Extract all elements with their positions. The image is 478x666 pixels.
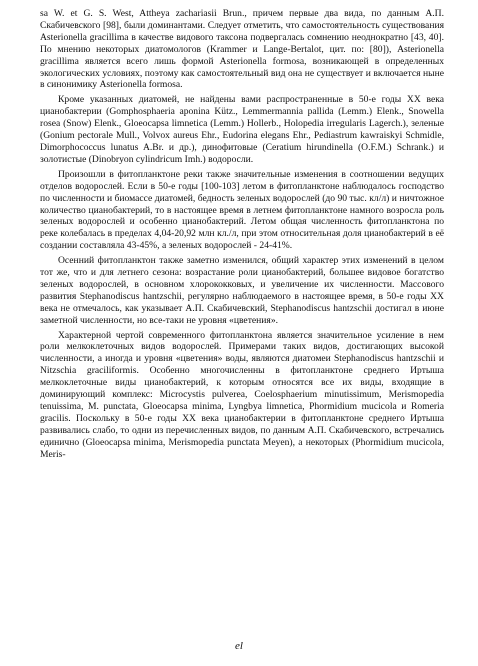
- paragraph-4: Осенний фитопланктон также заметно изменился, общий характер этих изменений в целом тот же, что и для летнего сезона: возрастание роли цианобактерий, большее видовое богатство зеленых водорослей, в основном хлорококковых, и увеличение их численности. Массового развития Stephanodiscus hantzschii, регулярно наблюдаемого в настоящее время, в 50-е годы XX века не отмечалось, как указывает А.П. Скабичевский, Stephanodiscus hantzschii достигал в июне заметной численности, но все-таки не уровня «цветения».: [40, 255, 444, 326]
- paragraph-3: Произошли в фитопланктоне реки также значительные изменения в соотношении ведущих отделов водорослей. Если в 50-е годы [100-103] летом в фитопланктоне наблюдалось господство по численности и биомассе диатомей, бедность зеленых водорослей (до 90 тыс. кл/л) и ничтожное количество цианобактерий, то в настоящее время в летнем фитопланктоне намного возросла роль зеленых водорослей и особенно цианобактерий. Летом общая численность фитопланктона по реке колебалась в пределах 4,04-20,92 млн кл./л, при этом относительная доля цианобактерий в её создании составляла 43-45%, а зеленых водорослей - 24-41%.: [40, 168, 444, 252]
- body-text: [40, 8, 444, 464]
- page-folio: el: [235, 640, 243, 652]
- paragraph-1: sa W. et G. S. West, Attheya zachariasii Brun., причем первые два вида, по данным А.П. Скабичевского [98], были доминантами. Следует отметить, что самостоятельность существования Asterionella gracillima в качестве видового таксона подвергалась сомнению неоднократно [43, 40]. По мнению некоторых диатомологов (Krammer и Lange-Bertalot, цит. по: [80]), Asterionella gracillima является всего лишь формой Asterionella formosa, возникающей в определенных экологических условиях, поэтому как самостоятельный вид она не существует и включается ныне в синонимику Asterionella formosa.: [40, 8, 444, 91]
- paragraph-5: Характерной чертой современного фитопланктона является значительное усиление в нем роли мелкоклеточных видов водорослей. Примерами таких видов, достигающих высокой численности, а иногда и уровня «цветения» воды, являются диатомеи Stephanodiscus hantzschii и Nitzschia graciliformis. Особенно многочисленны в фитопланктоне среднего Иртыша мелкоклеточные виды цианобактерий, к которым относятся все их виды, входящие в доминирующий комплекс: Microcystis pulverea, Coelosphaerium minutissimum, Merismopedia tenuissima, M. punctata, Gloeocapsa minima, Lyngbya limnetica, Phormidium mucicola и Romeria gracilis. Поскольку в 50-е годы XX века цианобактерии в фитопланктоне среднего Иртыша развивались слабо, то одни из перечисленных видов, по данным А.П. Скабичевского, встречались единично (Gloeocapsa minima, Merismopedia punctata Meyen), а некоторых (Phormidium mucicola, Meris-: [40, 329, 444, 460]
- paragraph-2: Кроме указанных диатомей, не найдены вами распространенные в 50-е годы XX века цианобактерии (Gomphosphaeria aponina Kütz., Lemmermannia pallida (Lemm.) Elenk., Snowella rosea (Snow) Elenk., Gloeocapsa limnetica (Lemm.) Hollerb., Holopedia irregularis Lagerch.), зеленые (Gonium pectorale Mull., Volvox aureus Ehr., Eudorina elegans Ehr., Pediastrum kawraiskyi Schmidle, Dimorphococcus lunatus A.Br. и др.), динофитовые (Ceratium hirundinella (O.F.M.) Schrank.) и золотистые (Dinobryon cylindricum Imh.) водоросли.: [40, 94, 444, 165]
